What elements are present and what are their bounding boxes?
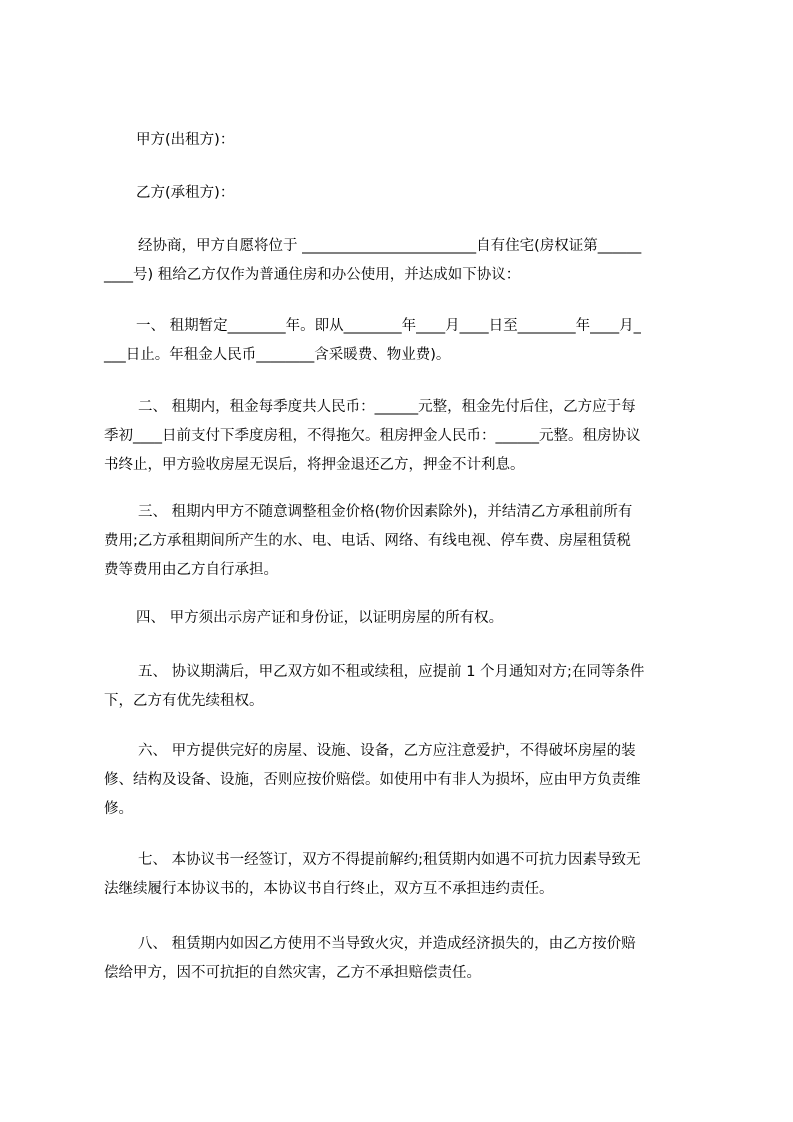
clause-5-paragraph [104,658,704,716]
clause-1-line-2: ___日止。年租金人民币________含采暖费、物业费)。 [104,347,451,363]
clause-1-paragraph [104,312,704,370]
clause-8-paragraph [104,930,704,988]
clause-1-line-1: 一、 租期暂定________年。即从________年____月____日至________年____月_ [136,318,641,334]
clause-2-line-2: 季初____日前支付下季度房租，不得拖欠。租房押金人民币：______元整。租房协议 [104,428,641,444]
clause-7-line-1: 七、 本协议书一经签订，双方不得提前解约;租赁期内如遇不可抗力因素导致无 [138,852,641,868]
clause-6-line-3: 修。 [104,801,133,817]
party-a-line [136,126,736,155]
intro-line-1: 经协商，甲方自愿将位于 ________________________自有住宅(房权证第______ [138,238,642,254]
clause-2-line-1: 二、 租期内，租金每季度共人民币：______元整，租金先付后住，乙方应于每 [138,399,636,415]
clause-3-paragraph [104,498,704,585]
clause-3-line-1: 三、 租期内甲方不随意调整租金价格(物价因素除外)，并结清乙方承租前所有 [138,504,633,520]
intro-paragraph [104,232,704,290]
party-b-text: 乙方(承租方)： [136,185,235,201]
clause-4-paragraph [104,604,704,633]
clause-2-line-3: 书终止，甲方验收房屋无误后，将押金退还乙方，押金不计利息。 [104,457,525,473]
clause-6-paragraph [104,737,704,824]
party-b-line [136,179,736,208]
intro-line-2: ____号) 租给乙方仅作为普通住房和办公使用，并达成如下协议： [104,267,521,283]
clause-6-line-1: 六、 甲方提供完好的房屋、设施、设备，乙方应注意爱护，不得破坏房屋的装 [138,743,636,759]
party-a-text: 甲方(出租方)： [136,132,235,148]
clause-4-line-1: 四、 甲方须出示房产证和身份证，以证明房屋的所有权。 [136,610,504,626]
clause-8-line-1: 八、 租赁期内如因乙方使用不当导致火灾，并造成经济损失的，由乙方按价赔 [138,936,636,952]
clause-7-paragraph [104,846,704,904]
clause-3-line-2: 费用;乙方承租期间所产生的水、电、电话、网络、有线电视、停车费、房屋租赁税 [104,533,631,549]
clause-6-line-2: 修、结构及设备、设施，否则应按价赔偿。如使用中有非人为损坏，应由甲方负责维 [104,772,641,788]
clause-3-line-3: 费等费用由乙方自行承担。 [104,562,278,578]
clause-8-line-2: 偿给甲方，因不可抗拒的自然灾害，乙方不承担赔偿责任。 [104,965,481,981]
clause-2-paragraph [104,393,704,480]
clause-7-line-2: 法继续履行本协议书的，本协议书自行终止，双方互不承担违约责任。 [104,881,554,897]
clause-5-line-2: 下，乙方有优先续租权。 [104,693,264,709]
clause-5-line-1: 五、 协议期满后，甲乙双方如不租或续租，应提前 1 个月通知对方;在同等条件 [138,664,645,680]
